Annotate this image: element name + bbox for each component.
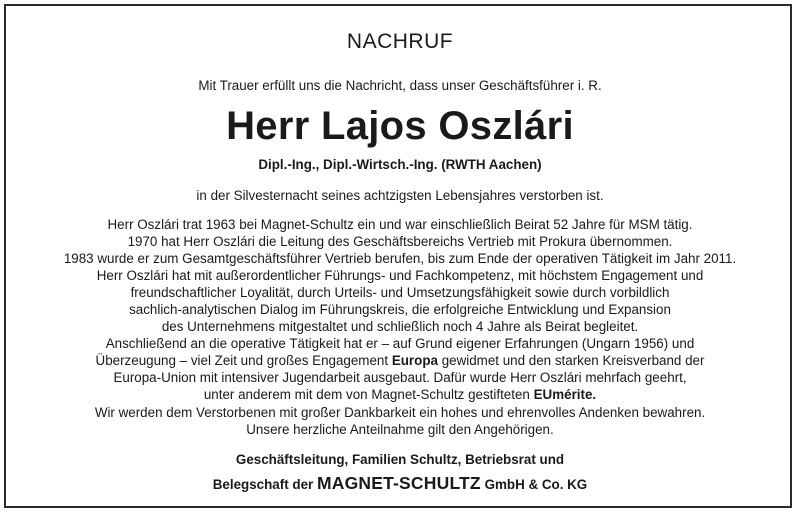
death-notice: in der Silvesternacht seines achtzigsten Lebensjahres verstorben ist. bbox=[196, 188, 604, 203]
bio-line: Europa-Union mit intensiver Jugendarbeit ausgebaut. Dafür wurde Herr Oszlári mehrfach geehrt, bbox=[113, 370, 687, 385]
bio-emphasis-europa: Europa bbox=[391, 353, 438, 368]
bio-line bbox=[0, 352, 800, 369]
closing-line: Wir werden dem Verstorbenen mit großer Dankbarkeit ein hohes und ehrenvolles Andenken bewahren. bbox=[94, 405, 706, 420]
company-brand: MAGNET-SCHULTZ bbox=[316, 473, 481, 493]
bio-line: 1970 hat Herr Oszlári die Leitung des Geschäftsbereichs Vertrieb mit Prokura übernommen. bbox=[127, 234, 673, 249]
heading-nachruf: NACHRUF bbox=[346, 30, 454, 53]
bio-line: 1983 wurde er zum Gesamtgeschäftsführer Vertrieb berufen, bis zum Ende der operativen Tätigkeit im Jahr 2011. bbox=[63, 251, 737, 266]
bio-line: Herr Oszlári trat 1963 bei Magnet-Schultz ein und war einschließlich Beirat 52 Jahre für MSM tätig. bbox=[107, 217, 693, 232]
closing-line: Unsere herzliche Anteilnahme gilt den Angehörigen. bbox=[246, 422, 554, 437]
signature-suffix: GmbH & Co. KG bbox=[484, 477, 588, 492]
bio-emphasis-eumerite: EUmérite. bbox=[533, 387, 597, 402]
intro-text: Mit Trauer erfüllt uns die Nachricht, dass unser Geschäftsführer i. R. bbox=[198, 78, 602, 93]
signature-line-2 bbox=[0, 473, 800, 494]
bio-line: Anschließend an die operative Tätigkeit hat er – auf Grund eigener Erfahrungen (Ungarn 1956) und bbox=[105, 336, 695, 351]
bio-line: freundschaftlicher Loyalität, durch Urteils- und Umsetzungsfähigkeit sowie durch vorbildlich bbox=[130, 285, 670, 300]
bio-line: sachlich-analytischen Dialog im Führungskreis, die erfolgreiche Entwicklung und Expansion bbox=[129, 302, 671, 317]
bio-text: unter anderem mit dem von Magnet-Schultz gestifteten bbox=[203, 387, 530, 402]
biography bbox=[0, 216, 800, 403]
closing-text bbox=[0, 404, 800, 438]
academic-degree: Dipl.-Ing., Dipl.-Wirtsch.-Ing. (RWTH Aachen) bbox=[258, 157, 542, 172]
bio-text: Überzeugung – viel Zeit und großes Engagement bbox=[95, 353, 389, 368]
signature-prefix: Belegschaft der bbox=[212, 477, 314, 492]
bio-line bbox=[0, 386, 800, 403]
bio-line: Herr Oszlári hat mit außerordentlicher Führungs- und Fachkompetenz, mit höchstem Engagement und bbox=[96, 268, 704, 283]
bio-text: gewidmet und den starken Kreisverband der bbox=[441, 353, 705, 368]
signature-line-1: Geschäftsleitung, Familien Schultz, Betriebsrat und bbox=[235, 452, 565, 467]
bio-line: des Unternehmens mitgestaltet und schließlich noch 4 Jahre als Beirat begleitet. bbox=[161, 319, 639, 334]
deceased-name: Herr Lajos Oszlári bbox=[226, 104, 574, 148]
